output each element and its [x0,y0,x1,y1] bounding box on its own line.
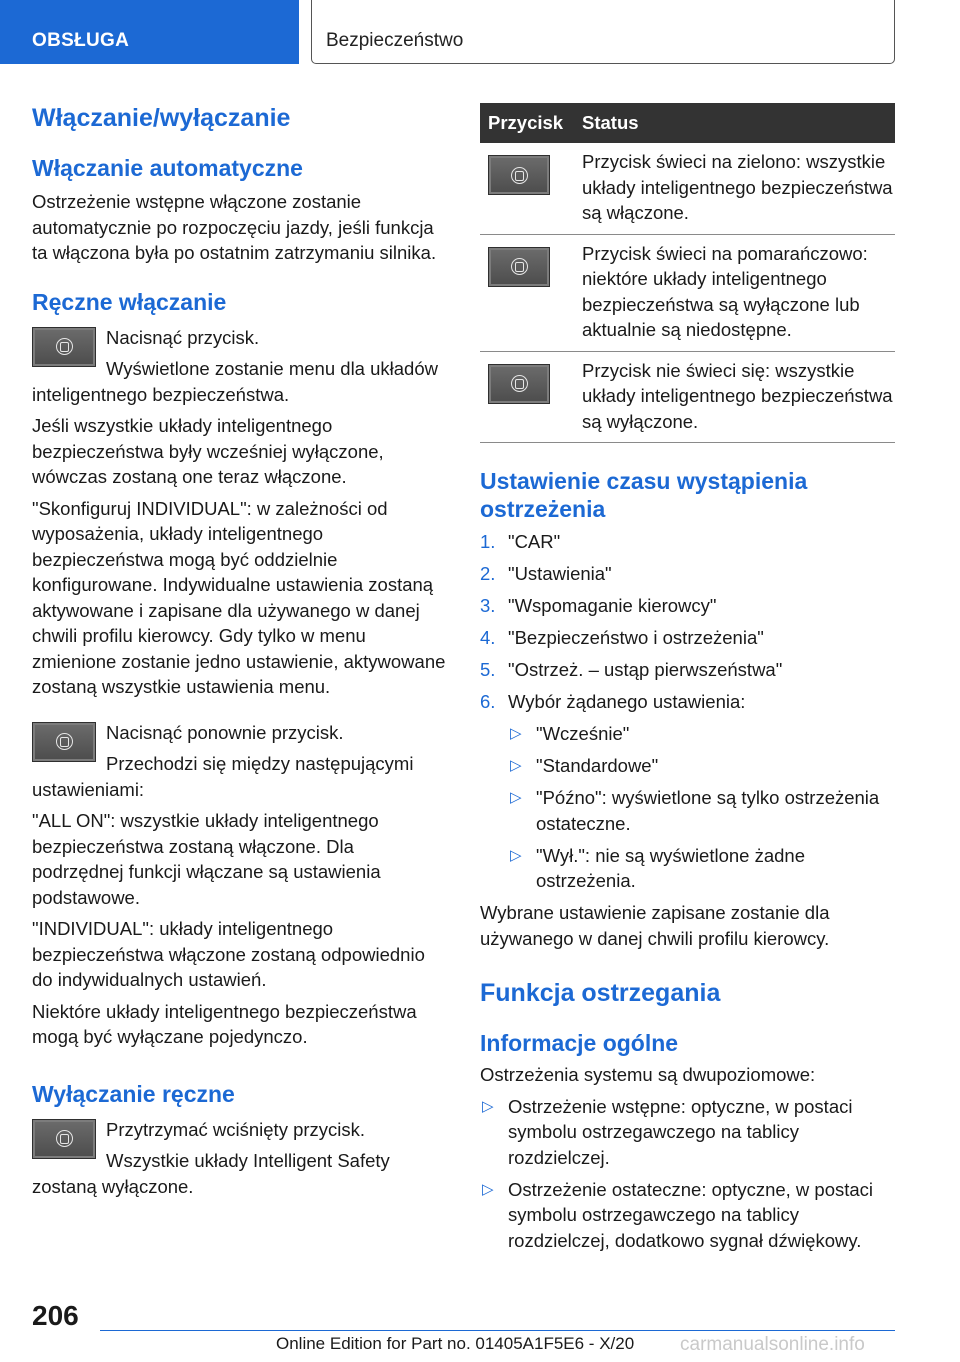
triangle-right-icon: ▷ [510,789,522,806]
list-item: ▷ Ostrzeżenie wstępne: optyczne, w postaci symbolu ostrzegawczego na tablicy rozdzielczej. [482,1095,853,1168]
list-item: 3. "Wspomaganie kierowcy" [480,595,717,616]
heading-warning-function: Funkcja ostrzegania [480,979,721,1007]
table-row [480,351,895,443]
saved-setting-text: Wybrane ustawienie zapisane zostanie dla używanego w danej chwili profilu kierowcy. [480,902,830,949]
press-again-row [32,720,448,746]
heading-warning-timing: Ustawienie czasu wystąpienia ostrzeżenia [480,468,808,522]
warning-levels [480,1094,895,1254]
status-cell: Przycisk świeci na pomarańczowo: niektóre układy inteligentnego bezpieczeństwa są wyłączone lub aktualnie są niedostępne. [578,234,895,351]
hold-button-row [32,1117,448,1143]
heading-auto-on: Włączanie automatyczne [32,155,303,181]
footer-edition: Online Edition for Part no. 01405A1F5E6 - X/20 [276,1334,635,1353]
warning-intro-text: Ostrzeżenia systemu są dwupoziomowe: [480,1064,816,1085]
left-column [32,96,448,1199]
table-row [480,143,895,234]
hold-text: Przytrzymać wciśnięty przycisk. [106,1118,366,1140]
list-item: 4. "Bezpieczeństwo i ostrzeżenia" [480,627,764,648]
table-header-row [480,103,895,143]
configure-individual-text: "Skonfiguruj INDIVIDUAL": w zależności od wyposażenia, układy inteligentnego bezpieczeństwa mogą być oddzielnie konfigurowane. Indywidualne ustawienia zostaną aktywowane i zapisane dla używanego w danej chwili profilu kierowcy. Gdy tylko w menu zmienione zostanie jedno ustawienie, aktywowane zostaną wszystkie ustawienia menu. [32,497,446,697]
list-item: ▷ "Wcześnie" [508,721,895,747]
if-all-off-text: Jeśli wszystkie układy inteligentnego bezpieczeństwa były wcześniej wyłączone, wówczas zostaną one teraz włączone. [32,415,384,487]
list-item: ▷ "Wył.": nie są wyświetlone żadne ostrzeżenia. [510,844,805,891]
status-cell: Przycisk nie świeci się: wszystkie układy inteligentnego bezpieczeństwa są wyłączone. [578,351,895,443]
safety-button-image [32,722,96,762]
single-off-text: Niektóre układy inteligentnego bezpieczeństwa mogą być wyłączane pojedynczo. [32,1000,417,1047]
safety-button-image [32,1119,96,1159]
auto-on-text: Ostrzeżenie wstępne włączone zostanie automatycznie po rozpoczęciu jazdy, jeśli funkcja ta włączona była po ostatnim zatrzymaniu silnika. [32,191,437,263]
heading-manual-on: Ręczne włączanie [32,288,227,315]
list-item: 1. "CAR" [480,531,561,552]
header-chapter-tab [311,0,895,64]
intelligent-safety-icon [511,258,528,275]
press-again-text: Nacisnąć ponownie przycisk. [106,721,344,743]
heading-general-info: Informacje ogólne [480,1030,679,1056]
safety-button-off-image [488,364,550,404]
triangle-right-icon: ▷ [482,1097,494,1115]
triangle-right-icon: ▷ [482,1180,494,1198]
list-item: 6. Wybór żądanego ustawienia: [480,691,746,712]
header-section-tab [0,0,299,64]
all-on-text: "ALL ON": wszystkie układy inteligentnego bezpieczeństwa zostaną włączone. Dla podrzędnej funkcji włączane są ustawienia podstawowe. [32,810,381,908]
triangle-right-icon: ▷ [510,725,522,742]
header-chapter-label: Bezpieczeństwo [326,30,464,51]
list-item: ▷ "Standardowe" [508,753,895,779]
safety-button-orange-image [488,247,550,287]
status-cell: Przycisk świeci na zielono: wszystkie układy inteligentnego bezpieczeństwa są włączone. [578,143,895,234]
right-column [480,103,895,1260]
triangle-right-icon: ▷ [510,757,522,774]
safety-button-green-image [488,155,550,195]
intelligent-safety-icon [56,1130,73,1147]
all-off-text: Wszystkie układy Intelligent Safety zostaną wyłączone. [32,1150,390,1197]
menu-shown-text: Wyświetlone zostanie menu dla układów inteligentnego bezpieczeństwa. [32,358,438,405]
press-text: Nacisnąć przycisk. [106,326,260,348]
switches-text: Przechodzi się między następującymi ustawieniami: [32,753,414,800]
page-number: 206 [32,1300,79,1331]
watermark: carmanualsonline.info [680,1334,865,1355]
intelligent-safety-icon [56,338,73,355]
triangle-right-icon: ▷ [510,846,522,864]
timing-steps [480,529,895,715]
list-item: 5. "Ostrzeż. – ustąp pierwszeństwa" [480,659,783,680]
list-item: ▷ "Późno": wyświetlone są tylko ostrzeżenia ostateczne. [510,787,880,834]
press-button-row [32,325,448,351]
individual-text: "INDIVIDUAL": układy inteligentnego bezpieczeństwa włączone zostaną odpowiednio do indywidualnych ustawień. [32,918,425,990]
heading-manual-off: Wyłączanie ręczne [32,1080,235,1107]
status-table [480,103,895,443]
list-item: 2. "Ustawienia" [480,563,612,584]
list-item: ▷ Ostrzeżenie ostateczne: optyczne, w postaci symbolu ostrzegawczego na tablicy rozdzielczej, dodatkowo sygnał dźwiękowy. [482,1178,874,1251]
intelligent-safety-icon [511,375,528,392]
intelligent-safety-icon [511,167,528,184]
safety-button-image [32,327,96,367]
footer-divider [100,1330,895,1331]
table-row [480,234,895,351]
heading-on-off: Włączanie/wyłączanie [32,104,291,132]
intelligent-safety-icon [56,733,73,750]
timing-options [508,721,895,894]
column-header-status: Status [578,103,895,143]
header-section-label: OBSŁUGA [32,30,130,51]
column-header-button: Przycisk [480,103,578,143]
